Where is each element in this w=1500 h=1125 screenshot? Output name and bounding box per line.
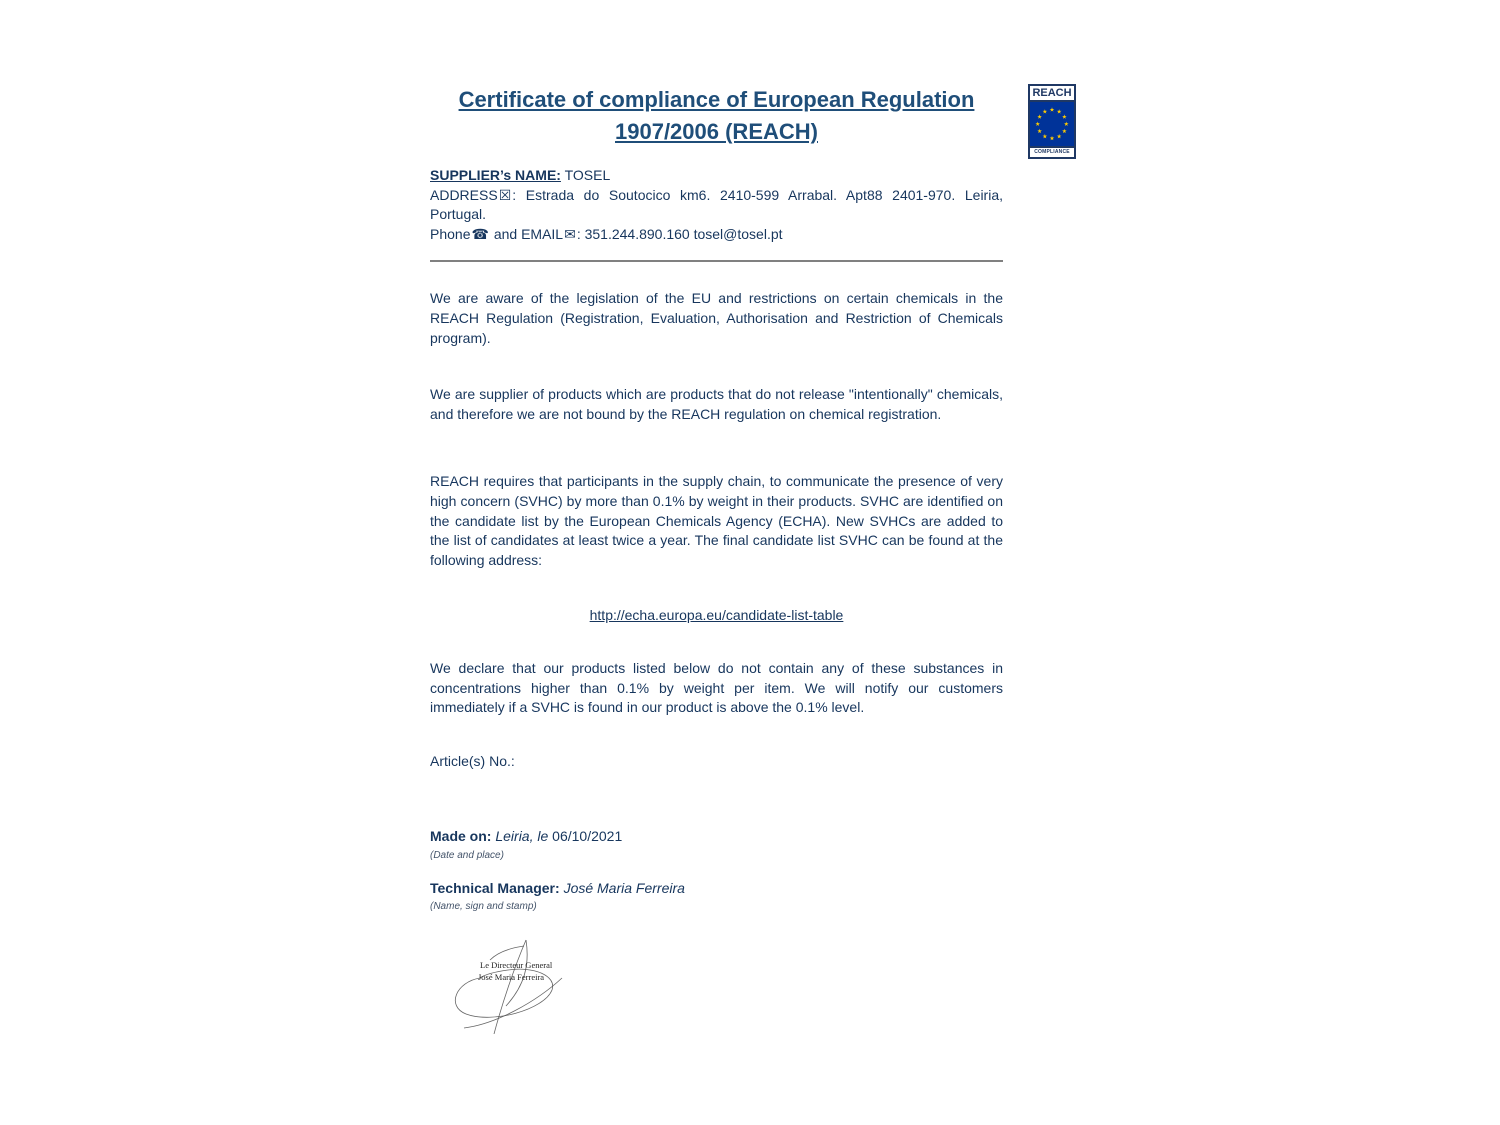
signature-name: José Maria Ferreira — [478, 972, 545, 983]
candidate-list-link-line — [430, 606, 1003, 626]
signature-block — [440, 934, 590, 1034]
reach-logo-title: REACH — [1030, 86, 1074, 102]
paragraph-supplier-statement: We are supplier of products which are products that do not release "intentionally" chemicals, and therefore we are not bound by the REACH regulation on chemical registration. — [430, 386, 1003, 422]
title-line-2: 1907/2006 (REACH) — [615, 119, 818, 144]
phone-icon: ☎ — [471, 225, 489, 242]
technical-manager-label: Technical Manager: — [430, 879, 560, 896]
supplier-address-line — [430, 186, 1003, 225]
technical-manager-line — [430, 879, 1003, 899]
document-content — [430, 84, 1003, 1034]
signature-title: Le Directeur General — [480, 960, 553, 971]
address-label: ADDRESS — [430, 186, 498, 203]
made-on-label: Made on: — [430, 828, 492, 845]
made-on-line — [430, 827, 1003, 847]
reach-logo-compliance-text: COMPLIANCE — [1030, 146, 1074, 157]
fax-icon: ✉ — [564, 225, 576, 242]
date-place-note: (Date and place) — [430, 849, 504, 861]
article-number-line: Article(s) No.: — [430, 752, 515, 769]
eu-flag-icon — [1030, 102, 1074, 146]
address-value: : Estrada do Soutocico km6. 2410-599 Arrabal. Apt88 2401-970. Leiria, Portugal. — [430, 186, 1003, 223]
supplier-name-label: SUPPLIER’s NAME: — [430, 167, 561, 183]
contact-value: : 351.244.890.160 tosel@tosel.pt — [576, 225, 783, 242]
paragraph-declaration: We declare that our products listed below do not contain any of these substances in concentrations higher than 0.1% by weight per item. We will notify our customers immediately if a SVHC is found in our product is above the 0.1% level. — [430, 659, 1003, 716]
candidate-list-link[interactable]: http://echa.europa.eu/candidate-list-table — [589, 607, 844, 624]
name-sign-stamp-note: (Name, sign and stamp) — [430, 901, 537, 913]
phone-label: Phone — [430, 225, 471, 242]
paragraph-awareness: We are aware of the legislation of the EU and restrictions on certain chemicals in the REACH Regulation (Registration, Evaluation, Authorisation and Restriction of Chemicals program). — [430, 290, 1003, 346]
reach-compliance-logo — [1028, 84, 1076, 159]
supplier-name-line — [430, 166, 1003, 186]
made-on-place: Leiria, le — [495, 828, 549, 845]
header-divider — [430, 260, 1003, 262]
title-line-1: Certificate of compliance of European Regulation — [458, 87, 975, 112]
supplier-name-value: TOSEL — [564, 167, 611, 183]
technical-manager-name: José Maria Ferreira — [563, 879, 685, 896]
email-label: and EMAIL — [489, 225, 564, 242]
paragraph-svhc-requirements: REACH requires that participants in the supply chain, to communicate the presence of very high concern (SVHC) by more than 0.1% by weight in their products. SVHC are identified on the candidate list by the European Chemicals Agency (ECHA). New SVHCs are added to the list of candidates at least twice a year. The final candidate list SVHC can be found at the following address: — [430, 473, 1003, 568]
page-title — [430, 84, 1003, 148]
supplier-contact-line — [430, 225, 1003, 245]
envelope-icon: ☒ — [498, 186, 512, 203]
signature-scribble — [440, 934, 590, 1034]
made-on-date: 06/10/2021 — [552, 828, 623, 845]
